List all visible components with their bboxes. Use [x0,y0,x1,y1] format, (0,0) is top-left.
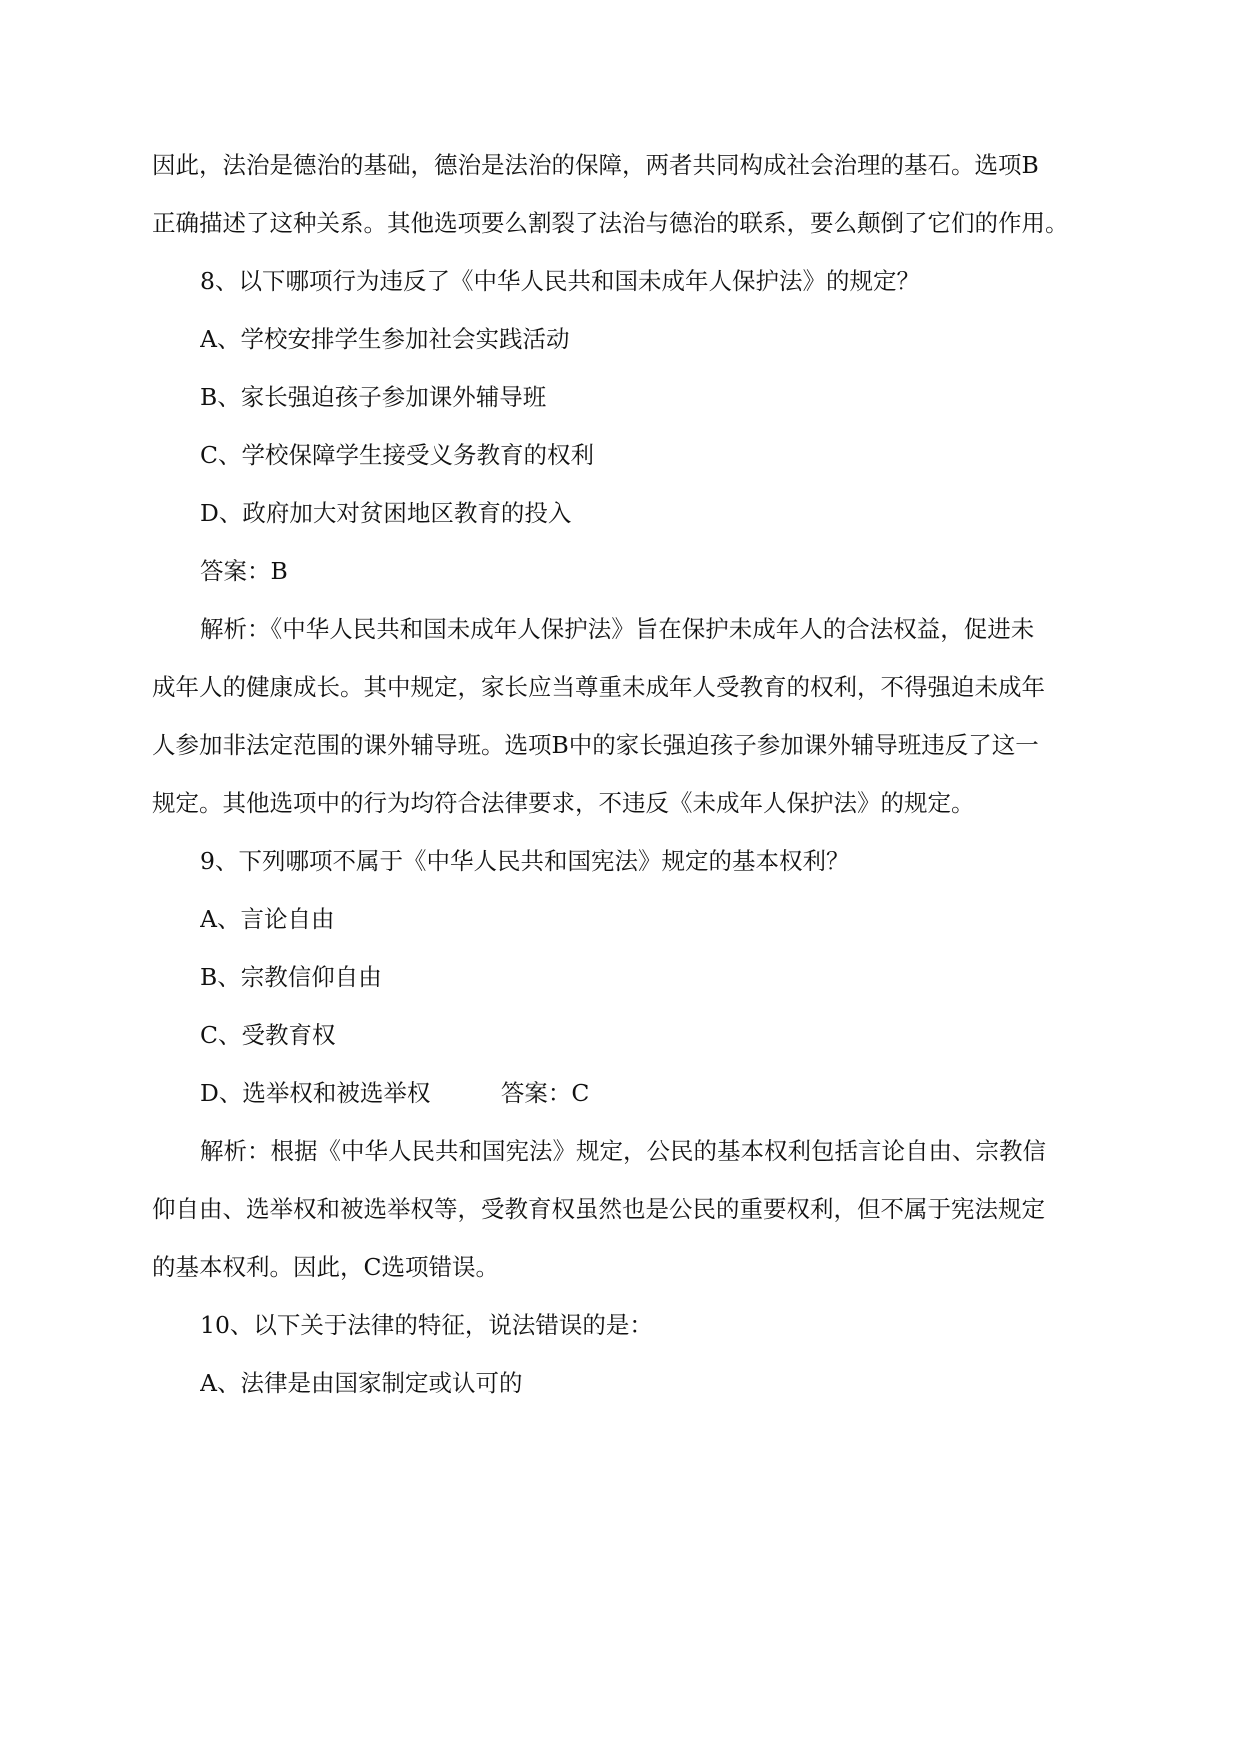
question-8: 8、以下哪项行为违反了《中华人民共和国未成年人保护法》的规定？ [200,267,920,295]
question-9: 9、下列哪项不属于《中华人民共和国宪法》规定的基本权利？ [200,847,850,875]
question-8-option-b: B、家长强迫孩子参加课外辅导班 [200,383,547,411]
question-9-explanation-line: 仰自由、选举权和被选举权等，受教育权虽然也是公民的重要权利，但不属于宪法规定 [152,1195,1045,1223]
question-8-explanation-line: 成年人的健康成长。其中规定，家长应当尊重未成年人受教育的权利，不得强迫未成年 [152,673,1045,701]
paragraph-line: 因此，法治是德治的基础，德治是法治的保障，两者共同构成社会治理的基石。选项B [152,151,1039,179]
question-9-explanation-line: 的基本权利。因此，C选项错误。 [152,1253,499,1281]
question-9-option-d-and-answer: D、选举权和被选举权 答案：C [200,1079,590,1107]
question-8-option-d: D、政府加大对贫困地区教育的投入 [200,499,572,527]
question-8-explanation-line: 解析：《中华人民共和国未成年人保护法》旨在保护未成年人的合法权益，促进未 [200,615,1035,643]
question-9-option-c: C、受教育权 [200,1021,336,1049]
question-10-option-a: A、法律是由国家制定或认可的 [200,1369,523,1397]
question-8-option-a: A、学校安排学生参加社会实践活动 [200,325,570,353]
paragraph-line: 正确描述了这种关系。其他选项要么割裂了法治与德治的联系，要么颠倒了它们的作用。 [152,209,1069,237]
question-8-explanation-line: 人参加非法定范围的课外辅导班。选项B中的家长强迫孩子参加课外辅导班违反了这一 [152,731,1039,759]
question-10: 10、以下关于法律的特征，说法错误的是： [200,1311,653,1339]
question-8-option-c: C、学校保障学生接受义务教育的权利 [200,441,594,469]
question-8-answer: 答案：B [200,557,288,585]
question-9-explanation-line: 解析：根据《中华人民共和国宪法》规定，公民的基本权利包括言论自由、宗教信 [200,1137,1046,1165]
question-8-explanation-line: 规定。其他选项中的行为均符合法律要求，不违反《未成年人保护法》的规定。 [152,789,975,817]
question-9-option-a: A、言论自由 [200,905,335,933]
question-9-option-b: B、宗教信仰自由 [200,963,382,991]
